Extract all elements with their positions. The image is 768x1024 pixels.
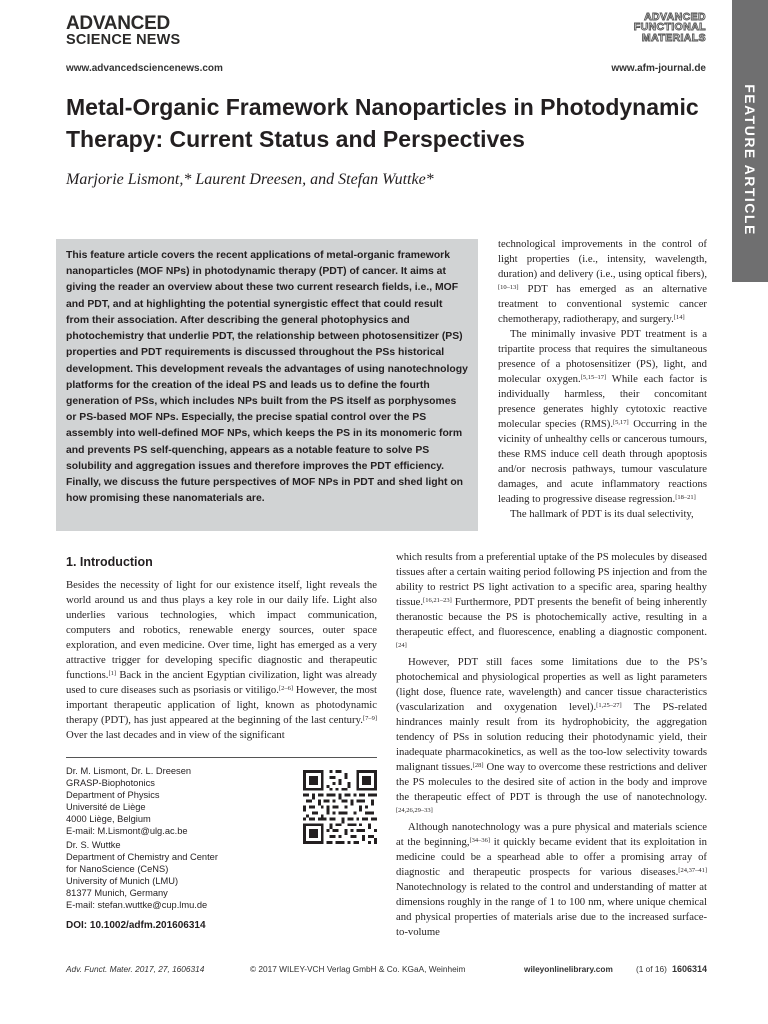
citation: [28] xyxy=(472,761,484,769)
citation: [34–36] xyxy=(469,836,491,844)
paragraph-continued: which results from a preferential uptake of the PS molecules by diseased tissues after a certain waiting period following PS injection and from the ability to restrict PS light activation to a specific area, sparing healthy tissue.[16,21–23] Furthermore, PDT presents the benefit of being inherently theranostic because the PS is photochemically active, resulting in a therapeutic effect, and fluorescence, enabling a diagnostic component.[24] xyxy=(396,551,707,649)
affiliation-line: Department of Chemistry and Center xyxy=(66,851,218,862)
affiliation-line: GRASP-Biophotonics xyxy=(66,777,155,788)
citation: [1] xyxy=(108,669,117,677)
citation: [14] xyxy=(673,313,685,321)
citation: [10–13] xyxy=(498,283,519,291)
footer-citation: Adv. Funct. Mater. 2017, 27, 1606314 xyxy=(66,964,205,974)
abstract-text: This feature article covers the recent applications of metal-organic framework nanoparticles (MOF NPs) in photodynamic therapy (PDT) of cancer. It aims at giving the reader an overview about these two current research fields, i.e., MOF and PDT, and at highlighting the potential synergistic effect that could result from their association. After describing the general photophysics and photochemistry that underlie PDT, the relationship between photosensitizer (PS) properties and PDT requirements is discussed throughout the PSs historical development. This development reveals the advantages of using nanotechnology platforms for the creation of the ideal PS and leads us to define the fourth generation of PSs, which includes NPs built from the PS itself as porphysomes or PS-based MOF NPs. Especially, the precise spatial control over the PS assembly into well-defined MOF NPs, which keeps the PS in its monomeric form and prevents PS self-quenching, appears as a notable feature to solve PS solubility and aggregation issues and therefore improves the PDT efficiency. Finally, we discuss the future perspectives of MOF NPs in PDT and shed light on how promising these nanomaterials are. xyxy=(66,250,468,505)
citation: [1,25–27] xyxy=(596,701,622,709)
intro-column xyxy=(66,578,377,743)
publisher-url[interactable]: www.advancedsciencenews.com xyxy=(66,63,223,74)
affiliations xyxy=(66,766,296,912)
citation: [24,26,29–33] xyxy=(396,806,433,814)
journal-url[interactable]: www.afm-journal.de xyxy=(611,63,706,74)
citation: [16,21–23] xyxy=(423,596,452,604)
affiliation-line: for NanoScience (CeNS) xyxy=(66,863,169,874)
divider xyxy=(66,757,377,758)
paragraph: Besides the necessity of light for our existence itself, light reveals the world around us and thus plays a key role in our daily life. Light also underlies various technologies, which impact communication, computers and robotics, renewable energy sources, outer space exploration, and even medicine. Over time, light has emerged as a very attractive trigger for developing specific diagnostic and therapeutic functions.[1] Back in the ancient Egyptian civilization, light was already used to cure diseases such as psoriasis or vitiligo.[2–6] However, the most important therapeutic application of light, known as photodynamic therapy (PDT), has just appeared at the beginning of the last century.[7–9] Over the last decades and in view of the significant xyxy=(66,579,377,741)
paragraph: However, PDT still faces some limitations due to the PS’s photochemical and physiological properties as well as light parameters (light dose, fluence rate, wavelength) and cancer tissue characteristics (vascularization and oxygenation level).[1,25–27] The PS-related hindrances mainly result from its hydrophobicity, the aggregation tendency of PSs in solution reducing their photodynamic yield, their inadequate pharmacokinetics, as well as the too-low selectivity towards malignant tissues.[28] One way to overcome these restrictions and deliver the PS molecules to the desired site of action in the body and improve the therapeutic effect of PDT is through the use of nanotechnology.[24,26,29–33] xyxy=(396,655,707,814)
citation: [5,15–17] xyxy=(580,373,607,381)
article-authors: Marjorie Lismont,* Laurent Dreesen, and Stefan Wuttke* xyxy=(66,171,434,188)
journal-logo-line2: FUNCTIONAL xyxy=(633,21,706,34)
footer-article-number: 1606314 xyxy=(672,964,708,974)
footer-page-count: (1 of 16) xyxy=(636,964,667,974)
citation: [18–21] xyxy=(675,493,696,501)
paragraph-continued: technological improvements in the control of light properties (i.e., intensity, wavelength, duration) and delivery (i.e., using optical fibers),[10–13] PDT has emerged as an alternative treatment to conventional systemic cancer chemotherapy, radiotherapy, and surgery.[14] xyxy=(498,238,707,325)
article-title: Metal-Organic Framework Nanoparticles in Photodynamic Therapy: Current Status and Perspectives xyxy=(66,94,699,152)
affiliation-line: 4000 Liège, Belgium xyxy=(66,813,151,824)
citation: [5,17] xyxy=(613,418,629,426)
publisher-logo xyxy=(66,14,180,48)
affiliation-line: Dr. S. Wuttke xyxy=(66,839,121,850)
qr-code-icon[interactable] xyxy=(303,770,377,844)
paragraph: Although nanotechnology was a pure physical and materials science at the beginning,[34–36] it quickly became evident that its exploitation in medicine could be a spearhead able to offer a promising array of diagnostic and therapeutic prospects for various diseases.[24,37–41] Nanotechnology is related to the control and understanding of matter at dimensions roughly in the range of 1 to 100 nm, where unique chemical and physical properties of materials arise due to the increased surface-to-volume xyxy=(396,820,707,938)
citation: [7–9] xyxy=(362,714,377,722)
affiliation-line: Université de Liège xyxy=(66,801,146,812)
citation: [24,37–41] xyxy=(678,866,707,874)
journal-logo xyxy=(634,12,706,43)
footer-copyright: © 2017 WILEY-VCH Verlag GmbH & Co. KGaA, Weinheim xyxy=(250,964,466,974)
affiliation-line: Dr. M. Lismont, Dr. L. Dreesen xyxy=(66,766,192,776)
publisher-logo-line1: ADVANCED xyxy=(66,13,170,34)
journal-logo-line1: ADVANCED xyxy=(644,11,706,23)
paragraph: The minimally invasive PDT treatment is a tripartite process that requires the simultaneous presence of a photosensitizer (PS), light, and molecular oxygen.[5,15–17] While each factor is individually harmless, their concomitant presence generates highly cytotoxic reactive molecular species (RMS).[5,17] Occurring in the vicinity of unhealthy cells or cancerous tumours, these RMS induce cell death through apoptosis and/or necrosis pathways, tumour vasculature damages, and acute inflammatory reactions leading to progressive disease regression.[18–21] xyxy=(498,327,707,505)
footer-site-link[interactable]: wileyonlinelibrary.com xyxy=(524,964,613,974)
paragraph-start: The hallmark of PDT is its dual selectivity, xyxy=(510,507,694,520)
email-link[interactable]: E-mail: M.Lismont@ulg.ac.be xyxy=(66,825,188,836)
right-column-bottom xyxy=(396,550,707,940)
right-column-top xyxy=(498,237,707,522)
section-heading: 1. Introduction xyxy=(66,555,153,569)
publisher-logo-line2: SCIENCE NEWS xyxy=(66,32,181,48)
citation: [2–6] xyxy=(278,684,294,692)
journal-logo-line3: MATERIALS xyxy=(641,31,706,44)
email-link[interactable]: E-mail: stefan.wuttke@cup.lmu.de xyxy=(66,899,208,910)
affiliation-line: University of Munich (LMU) xyxy=(66,875,179,886)
citation: [24] xyxy=(396,641,407,649)
affiliation-line: Department of Physics xyxy=(66,789,160,800)
abstract-box xyxy=(56,239,478,531)
doi[interactable]: DOI: 10.1002/adfm.201606314 xyxy=(66,920,206,931)
section-tab xyxy=(732,0,768,282)
affiliation-line: 81377 Munich, Germany xyxy=(66,887,168,898)
section-tab-label: FEATURE ARTICLE xyxy=(742,84,758,236)
